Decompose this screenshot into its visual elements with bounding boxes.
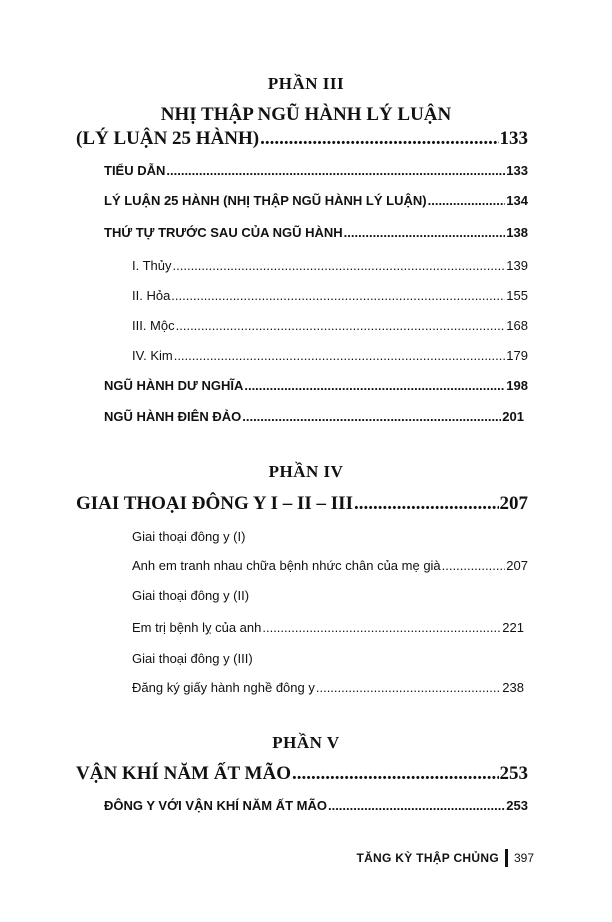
toc-entry-title: THỨ TỰ TRƯỚC SAU CỦA NGŨ HÀNH <box>104 225 343 240</box>
dot-leader <box>166 163 505 178</box>
dot-leader <box>328 798 505 813</box>
toc-entry-page: 253 <box>506 798 528 813</box>
toc-subentry[interactable] <box>132 620 524 635</box>
toc-entry-page: 133 <box>506 163 528 178</box>
toc-entry-title: VẬN KHÍ NĂM ẤT MÃO <box>76 763 291 784</box>
toc-entry-page: 133 <box>499 128 528 149</box>
toc-entry-title: TIỂU DẪN <box>104 163 166 178</box>
toc-entry-page: 179 <box>506 348 528 363</box>
toc-entry[interactable] <box>104 163 528 178</box>
toc-subentry[interactable] <box>132 318 528 333</box>
toc-entry-title: Anh em tranh nhau chữa bệnh nhức chân của mẹ già <box>132 558 441 573</box>
dot-leader <box>354 493 499 515</box>
dot-leader <box>242 409 501 424</box>
toc-entry-page: 201 <box>502 409 524 424</box>
toc-entry-title: III. Mộc <box>132 318 175 333</box>
toc-entry[interactable] <box>104 798 528 813</box>
part-heading: PHẦN V <box>272 733 340 752</box>
toc-entry-page: 134 <box>506 193 528 208</box>
toc-entry-title: I. Thủy <box>132 258 172 273</box>
dot-leader <box>316 680 501 695</box>
toc-entry-page: 221 <box>502 620 524 635</box>
toc-entry-title: ĐÔNG Y VỚI VẬN KHÍ NĂM ẤT MÃO <box>104 798 327 813</box>
toc-part-entry[interactable] <box>76 493 528 515</box>
toc-subentry[interactable] <box>132 348 528 363</box>
toc-group-label: Giai thoại đông y (I) <box>132 529 246 544</box>
toc-subentry[interactable] <box>132 558 528 573</box>
toc-entry-title: NGŨ HÀNH DƯ NGHĨA <box>104 378 244 393</box>
part-heading: PHẦN III <box>267 74 345 93</box>
part-subtitle: NHỊ THẬP NGŨ HÀNH LÝ LUẬN <box>160 104 452 125</box>
toc-part-entry[interactable] <box>76 128 528 150</box>
part-heading: PHẦN IV <box>268 462 344 481</box>
toc-entry-title: II. Hỏa <box>132 288 171 303</box>
toc-entry-title: Đăng ký giấy hành nghề đông y <box>132 680 315 695</box>
toc-entry-page: 168 <box>506 318 528 333</box>
dot-leader <box>344 225 506 240</box>
running-title: TĂNG KỲ THẬP CHỦNG <box>356 851 499 865</box>
toc-entry[interactable] <box>104 378 528 393</box>
dot-leader <box>176 318 506 333</box>
toc-entry-page: 198 <box>506 378 528 393</box>
dot-leader <box>174 348 506 363</box>
toc-entry-page: 238 <box>502 680 524 695</box>
toc-entry[interactable] <box>104 225 528 240</box>
toc-subentry[interactable] <box>132 288 528 303</box>
dot-leader <box>428 193 506 208</box>
toc-entry-title: (LÝ LUẬN 25 HÀNH) <box>76 128 260 149</box>
footer-divider <box>505 849 508 867</box>
toc-entry-title: IV. Kim <box>132 348 173 363</box>
dot-leader <box>442 558 506 573</box>
dot-leader <box>260 128 498 150</box>
dot-leader <box>292 763 499 785</box>
toc-entry-title: LÝ LUẬN 25 HÀNH (NHỊ THẬP NGŨ HÀNH LÝ LUẬN) <box>104 193 427 208</box>
toc-entry-page: 138 <box>506 225 528 240</box>
toc-entry-title: Em trị bệnh lỵ của anh <box>132 620 262 635</box>
toc-group-label: Giai thoại đông y (II) <box>132 588 250 603</box>
toc-entry-page: 139 <box>506 258 528 273</box>
dot-leader <box>244 378 505 393</box>
toc-entry-page: 207 <box>506 558 528 573</box>
toc-entry-title: NGŨ HÀNH ĐIÊN ĐẢO <box>104 409 242 424</box>
toc-entry-title: GIAI THOẠI ĐÔNG Y I – II – III <box>76 493 353 514</box>
toc-subentry[interactable] <box>132 680 524 695</box>
page-footer <box>356 849 534 867</box>
page-number: 397 <box>513 851 534 865</box>
toc-group-label: Giai thoại đông y (III) <box>132 651 253 666</box>
dot-leader <box>173 258 506 273</box>
dot-leader <box>171 288 505 303</box>
toc-part-entry[interactable] <box>76 763 528 785</box>
toc-entry[interactable] <box>104 193 528 208</box>
toc-entry-page: 207 <box>499 493 528 514</box>
toc-subentry[interactable] <box>132 258 528 273</box>
toc-entry-page: 253 <box>499 763 528 784</box>
toc-entry-page: 155 <box>506 288 528 303</box>
dot-leader <box>262 620 501 635</box>
toc-entry[interactable] <box>104 409 524 424</box>
